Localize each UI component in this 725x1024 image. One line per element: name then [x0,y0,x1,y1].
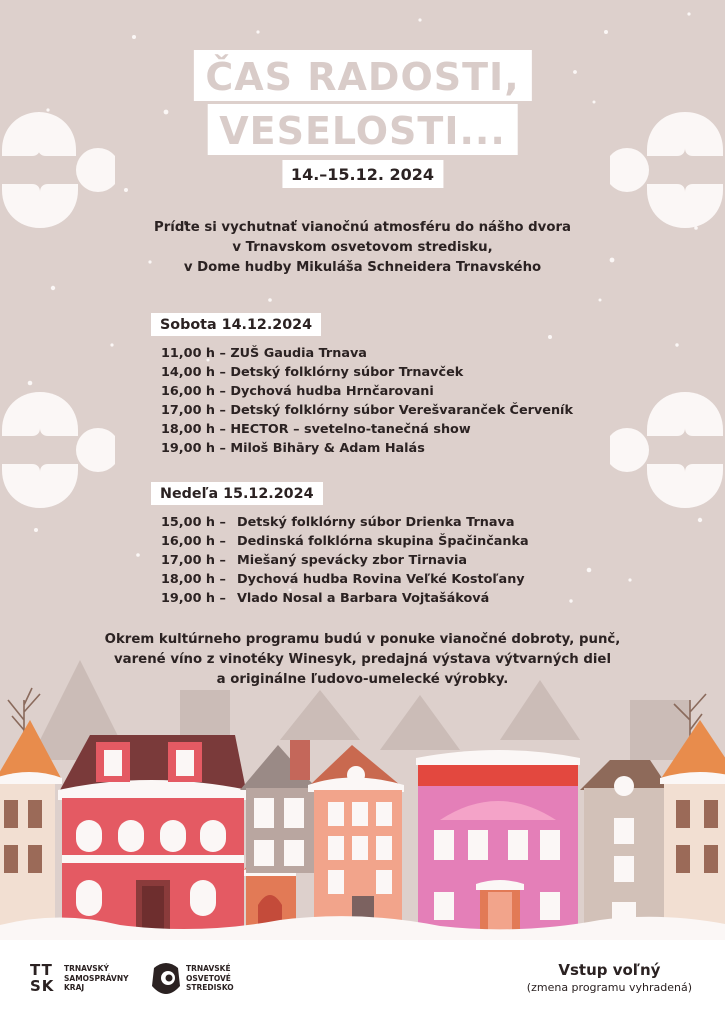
program-time: 15,00 h – [161,515,226,530]
sunday-label: Nedeľa 15.12.2024 [151,482,323,505]
program-item [161,513,529,532]
intro-line: v Dome hudby Mikuláša Schneidera Trnavského [183,260,542,275]
program-time: 18,00 h – [161,572,226,587]
tos-name: TRNAVSKÉ OSVETOVÉ STREDISKO [186,964,234,992]
outro-line: Okrem kultúrneho programu budú v ponuke vianočné dobroty, punč, [104,632,621,647]
program-item: 14,00 h – Detský folklórny súbor Trnavček [161,365,464,380]
program-item [161,589,529,608]
program-item [161,551,529,570]
flower-ornament-left-top [0,105,115,235]
flower-ornament-right-top [610,105,725,235]
program-item: 16,00 h – Dychová hudba Hrnčarovani [161,384,434,399]
title-line-1: ČAS RADOSTI, [193,50,531,101]
saturday-program [161,344,573,458]
outro-line: a originálne ľudovo-umelecké výrobky. [216,672,509,687]
program-act: Detský folklórny súbor Drienka Trnava [237,515,515,530]
program-item [161,570,529,589]
intro-line: v Trnavskom osvetovom stredisku, [232,240,493,255]
sunday-program [161,513,529,608]
tos-logo [150,960,260,1002]
program-item: 19,00 h – Miloš Bihāry & Adam Halás [161,441,425,456]
saturday-label: Sobota 14.12.2024 [151,313,321,336]
flower-ornament-left-middle [0,385,115,515]
program-item: 11,00 h – ZUŠ Gaudia Trnava [161,346,367,361]
program-time: 16,00 h – [161,534,226,549]
ttsk-monogram-bottom: SK [30,977,55,995]
program-time: 19,00 h – [161,591,226,606]
title-line-2: VESELOSTI... [207,104,518,155]
ttsk-monogram [30,962,54,994]
entry-note: (zmena programu vyhradená) [526,981,692,994]
outro-line: varené víno z vinotéky Winesyk, predajná výstava výtvarných diel [113,652,612,667]
program-act: Vlado Nosal a Barbara Vojtašáková [237,591,490,606]
program-item: 18,00 h – HECTOR – svetelno-tanečná show [161,422,471,437]
flower-ornament-right-middle [610,385,725,515]
program-act: Miešaný spevácky zbor Tirnavia [237,553,467,568]
program-act: Dychová hudba Rovina Veľké Kostoľany [237,572,525,587]
intro-text [0,218,725,278]
intro-line: Príďte si vychutnať vianočnú atmosféru do nášho dvora [153,220,572,235]
ttsk-name: TRNAVSKÝ SAMOSPRÁVNY KRAJ [64,964,129,992]
outro-text [0,630,725,690]
ttsk-logo [30,962,130,1002]
program-time: 17,00 h – [161,553,226,568]
program-act: Dedinská folklórna skupina Špačinčanka [237,534,529,549]
entry-title: Vstup voľný [558,961,661,979]
entry-info [527,960,692,996]
tos-emblem-icon [150,960,182,1000]
event-date: 14.–15.12. 2024 [282,160,443,188]
ttsk-monogram-top: TT [30,961,53,979]
program-item: 17,00 h – Detský folklórny súbor Verešvaranček Červeník [161,403,573,418]
program-item [161,532,529,551]
